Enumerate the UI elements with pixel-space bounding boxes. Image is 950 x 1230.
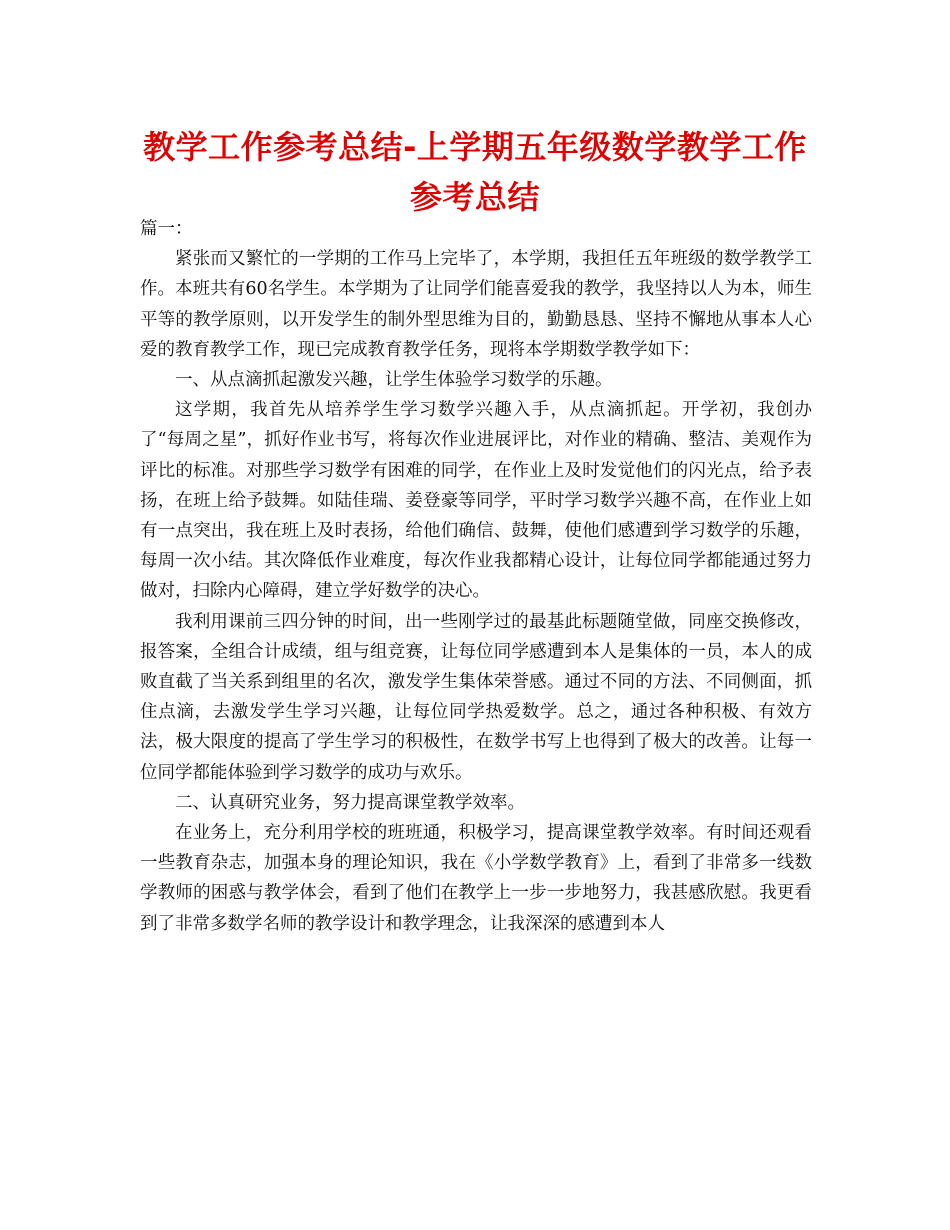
body-paragraph: 在业务上，充分利用学校的班班通，积极学习，提高课堂教学效率。有时间还观看一些教育杂志，加强本身的理论知识，我在《小学数学教育》上，看到了非常多一线数学教师的困惑与教学体会，看到了他们在教学上一步一步地努力，我甚感欣慰。我更看到了非常多数学名师的教学设计和教学理念，让我深深的感遭到本人 bbox=[140, 823, 812, 934]
document-title: 教学工作参考总结-上学期五年级数学教学工作参考总结 bbox=[143, 128, 807, 216]
section-heading: 一、从点滴抓起激发兴趣，让学生体验学习数学的乐趣。 bbox=[175, 370, 613, 391]
body-paragraph: 紧张而又繁忙的一学期的工作马上完毕了，本学期，我担任五年班级的数学教学工作。本班共有60名学生。本学期为了让同学们能喜爱我的教学，我坚持以人为本，师生平等的教学原则，以开发学生的制外型思维为目的，勤勤恳恳、坚持不懈地从事本人心爱的教育教学工作，现已完成教育教学任务，现将本学期数学教学如下： bbox=[140, 249, 812, 360]
body-paragraph: 这学期，我首先从培养学生学习数学兴趣入手，从点滴抓起。开学初，我创办了“每周之星”，抓好作业书写，将每次作业进展评比，对作业的精确、整洁、美观作为评比的标准。对那些学习数学有困难的同学，在作业上及时发觉他们的闪光点，给予表扬，在班上给予鼓舞。如陆佳瑞、姜登豪等同学，平时学习数学兴趣不高，在作业上如有一点突出，我在班上及时表扬，给他们确信、鼓舞，使他们感遭到学习数学的乐趣，每周一次小结。其次降低作业难度，每次作业我都精心设计，让每位同学都能通过努力做对，扫除内心障碍，建立学好数学的决心。 bbox=[140, 400, 812, 602]
body-paragraph: 我利用课前三四分钟的时间，出一些刚学过的最基此标题随堂做，同座交换修改，报答案，全组合计成绩，组与组竞赛，让每位同学感遭到本人是集体的一员，本人的成败直截了当关系到组里的名次，激发学生集体荣誉感。通过不同的方法、不同侧面，抓住点滴，去激发学生学习兴趣，让每位同学热爱数学。总之，通过各种积极、有效方法，极大限度的提高了学生学习的积极性，在数学书写上也得到了极大的改善。让每一位同学都能体验到学习数学的成功与欢乐。 bbox=[140, 611, 812, 783]
section-heading-pian1: 篇一： bbox=[140, 219, 193, 239]
document-body bbox=[140, 214, 812, 939]
section-heading: 二、认真研究业务，努力提高课堂教学效率。 bbox=[175, 792, 525, 813]
